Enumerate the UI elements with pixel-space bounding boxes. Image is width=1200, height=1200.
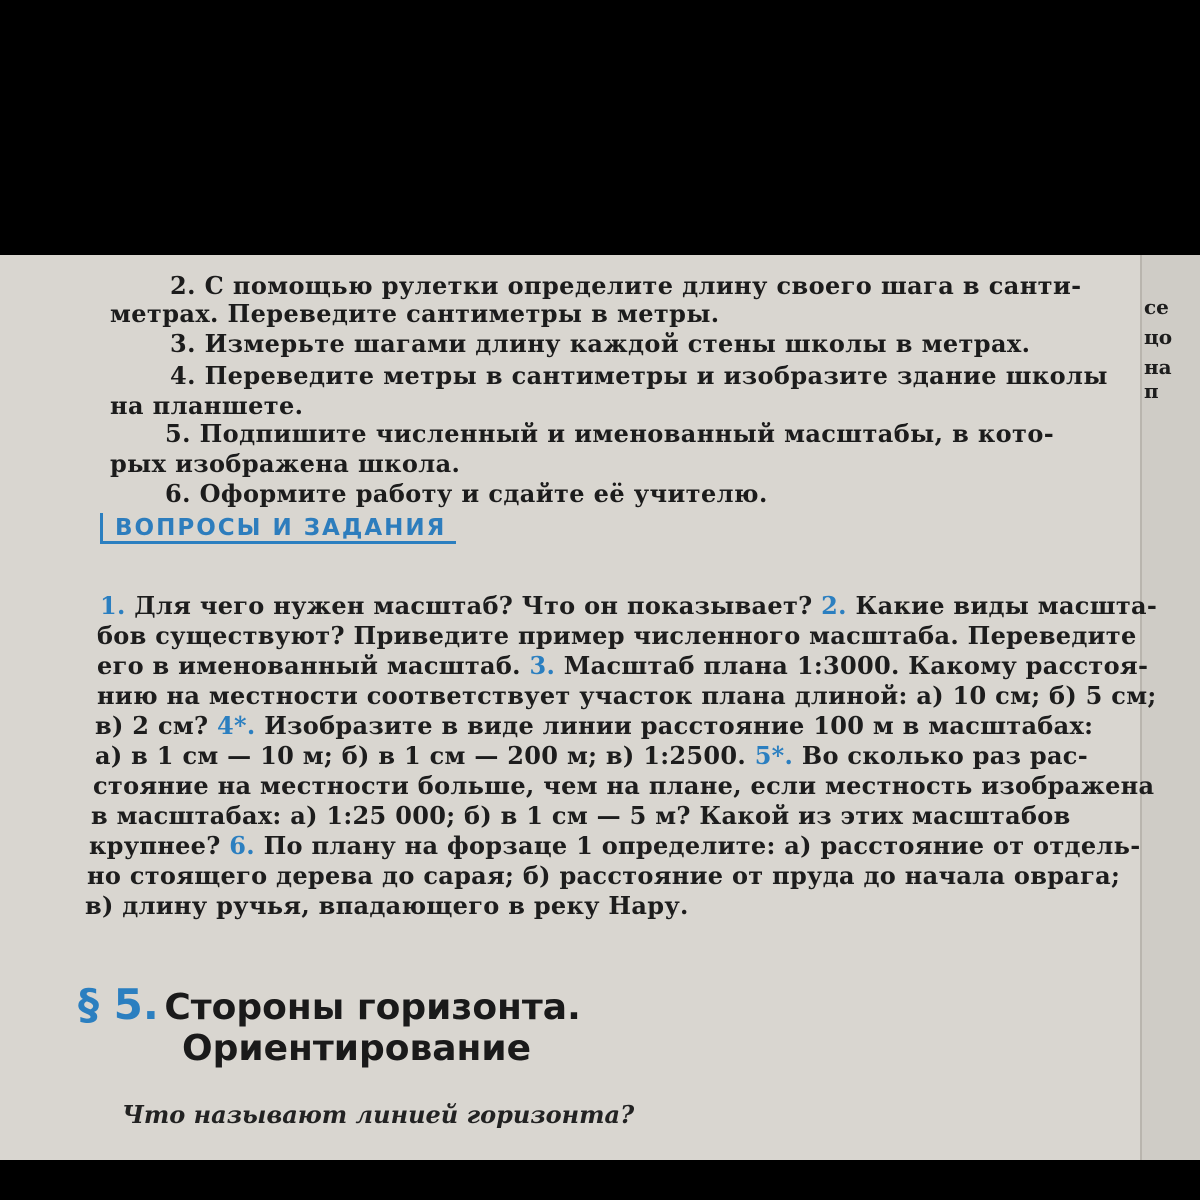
next-page-fragment: цо — [1144, 325, 1173, 349]
question-number: 2. — [821, 591, 847, 620]
section-number: § 5. — [78, 980, 159, 1029]
step-line: 2. С помощью рулетки определите длину своего шага в санти- — [170, 271, 1082, 300]
section-title-line2: Ориентирование — [182, 1028, 532, 1069]
section-subquestion: Что называют линией горизонта? — [122, 1100, 635, 1129]
question-line: в масштабах: а) 1:25 000; б) в 1 см — 5 м? Какой из этих масштабов — [91, 801, 1071, 830]
next-page-fragment: на — [1144, 355, 1172, 379]
question-line: в) длину ручья, впадающего в реку Нару. — [85, 891, 689, 920]
question-number: 3. — [529, 651, 556, 680]
question-text: а) в 1 см — 10 м; б) в 1 см — 200 м; в) 1:2500. — [95, 741, 755, 770]
question-text: Масштаб плана 1:3000. Какому расстоя- — [555, 651, 1149, 680]
question-text: Изобразите в виде линии расстояние 100 м в масштабах: — [255, 711, 1094, 740]
question-text: По плану на форзаце 1 определите: а) расстояние от отдель- — [254, 831, 1141, 860]
question-line: нию на местности соответствует участок плана длиной: а) 10 см; б) 5 см; — [97, 681, 1157, 710]
question-line: бов существуют? Приведите пример численного масштаба. Переведите — [97, 621, 1137, 650]
question-number: 5*. — [754, 741, 794, 770]
question-line — [95, 711, 1093, 740]
textbook-page — [0, 255, 1200, 1160]
question-line — [89, 831, 1140, 860]
question-text: крупнее? — [89, 831, 230, 860]
step-line: 3. Измерьте шагами длину каждой стены школы в метрах. — [170, 329, 1031, 358]
next-page-fragment: се — [1144, 295, 1169, 319]
step-line: метрах. Переведите сантиметры в метры. — [110, 299, 720, 328]
question-line: но стоящего дерева до сарая; б) расстояние от пруда до начала оврага; — [87, 861, 1121, 890]
next-page-fragment: п — [1144, 379, 1159, 403]
step-line: на планшете. — [110, 391, 304, 420]
question-line: стояние на местности больше, чем на плане, если местность изображена — [93, 771, 1155, 800]
question-line — [95, 741, 1088, 770]
step-line: рых изображена школа. — [110, 449, 461, 478]
section-header — [78, 980, 581, 1069]
question-text: Во сколько раз рас- — [793, 741, 1088, 770]
step-line: 4. Переведите метры в сантиметры и изобразите здание школы — [170, 361, 1108, 390]
question-text: Какие виды масшта- — [846, 591, 1158, 620]
question-line — [97, 651, 1148, 680]
question-line — [100, 591, 1157, 620]
question-number: 4*. — [217, 711, 256, 740]
question-text: в) 2 см? — [95, 711, 218, 740]
section-title: Стороны горизонта. — [164, 987, 581, 1028]
question-text: Для чего нужен масштаб? Что он показывает? — [125, 591, 822, 620]
question-text: его в именованный масштаб. — [97, 651, 530, 680]
question-number: 6. — [229, 831, 255, 860]
step-line: 5. Подпишите численный и именованный масштабы, в кото- — [165, 419, 1055, 448]
questions-heading: ВОПРОСЫ И ЗАДАНИЯ — [100, 513, 456, 544]
step-line: 6. Оформите работу и сдайте её учителю. — [165, 479, 768, 508]
question-number: 1. — [100, 591, 126, 620]
